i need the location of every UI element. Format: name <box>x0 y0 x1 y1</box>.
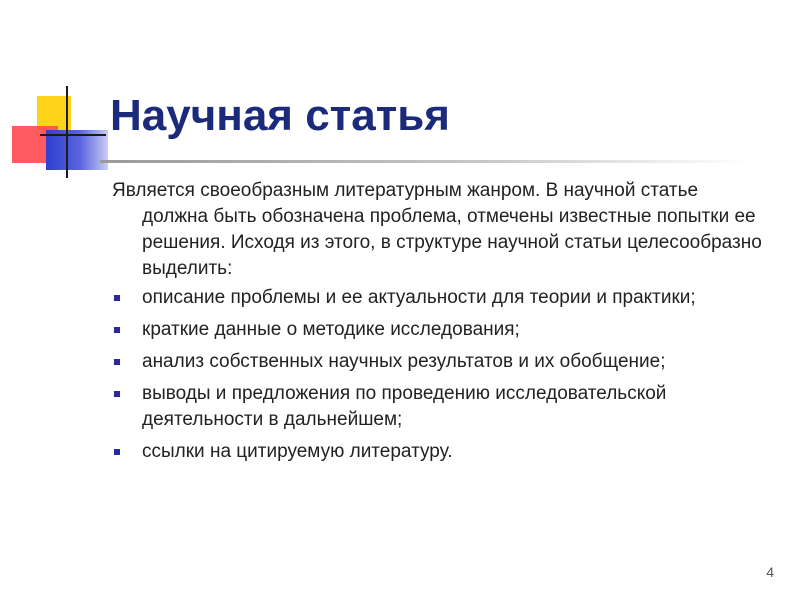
list-item <box>112 285 762 311</box>
square-bullet-icon <box>114 449 120 455</box>
bullet-list <box>112 285 762 465</box>
title-underline <box>100 160 750 163</box>
intro-paragraph: Является своеобразным литературным жанром. В научной статье должна быть обозначена проблема, отмечены известные попытки ее решения. Исходя из этого, в структуре научной статьи целесообразно выделить: <box>112 180 762 279</box>
list-item-text: ссылки на цитируемую литературу. <box>142 441 453 462</box>
square-bullet-icon <box>114 295 120 301</box>
horizontal-line-shape <box>40 134 106 136</box>
list-item-text: выводы и предложения по проведению исследовательской деятельности в дальнейшем; <box>142 383 667 430</box>
list-item-text: краткие данные о методике исследования; <box>142 319 520 340</box>
list-item <box>112 349 762 375</box>
square-bullet-icon <box>114 327 120 333</box>
vertical-line-shape <box>66 86 68 178</box>
list-item <box>112 317 762 343</box>
list-item <box>112 439 762 465</box>
list-item <box>112 381 762 433</box>
square-bullet-icon <box>114 359 120 365</box>
slide-title: Научная статья <box>110 91 450 140</box>
list-item-text: анализ собственных научных результатов и их обобщение; <box>142 351 666 372</box>
page-number: 4 <box>766 564 774 580</box>
blue-square-shape <box>46 130 108 170</box>
square-bullet-icon <box>114 391 120 397</box>
list-item-text: описание проблемы и ее актуальности для теории и практики; <box>142 287 696 308</box>
slide-body <box>112 178 762 471</box>
